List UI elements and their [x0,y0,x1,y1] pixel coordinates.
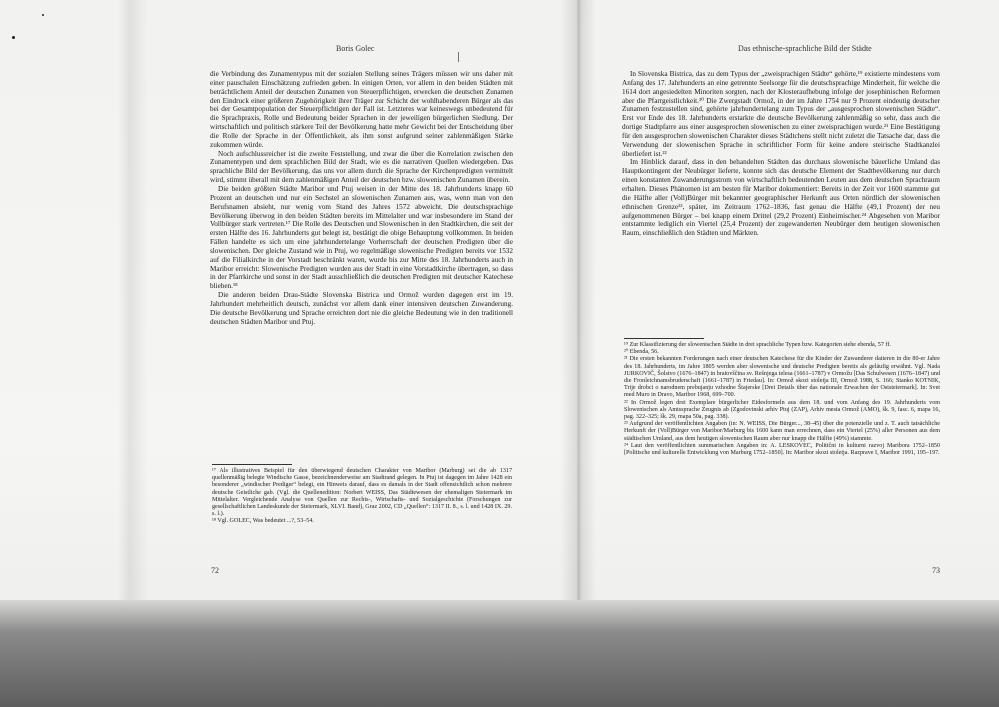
paragraph: Die anderen beiden Drau-Städte Slovenska Bistrica und Ormož wurden dagegen erst im 19. Jahrhundert mehrheitlich deutsch, zunächst vor allem dank einer intensiven deutschen Zuwanderung. Die deutsche Bevölkerung und Sprache erreichten dort nie die gleiche Bedeutung wie in den traditionell deutschen Städten Maribor und Ptuj. [210,291,513,326]
left-footnotes [212,468,512,526]
book-gutter [560,0,596,640]
paragraph: Im Hinblick darauf, dass in den behandelten Städten das durchaus slowenische bäuerliche Umland das Hauptkontingent der Neubürger lieferte, konnte sich das deutsche Element der Stadtbevölkerung nur durch einen konstanten Zuwanderungsstrom von wirtschaftlich bedeutenden Leuten aus dem deutschen Sprachraum erhalten. Dieses Phänomen ist am besten für Maribor dokumentiert: Bereits in der Zeit vor 1600 stammte gut die Hälfte aller (Voll)Bürger mit bekannter geographischer Herkunft aus Orten nördlich der slowenischen ethnischen Grenze²³, später, im Zeitraum 1762–1836, fast genau die Hälfte (49,1 Prozent) der neu aufgenommenen Bürger – bei knapp einem Drittel (29,2 Prozent) Einheimischer.²⁴ Abgesehen von Maribor entstammte lediglich ein Viertel (25,4 Prozent) der zugewanderten Neubürger dem heutigen slowenischen Raum, einschließlich den Städten und Märkten. [622,158,940,238]
running-head-left: Boris Golec [336,44,375,53]
page-number-right: 73 [932,566,940,575]
scan-speck [12,36,15,39]
footnote: ²⁰ Ebenda, 56. [624,349,659,356]
page-edge-shadow [118,0,148,640]
footnote: ²² In Ormož legen drei Exemplare bürgerlicher Eidesformeln aus dem 18. und vom Anfang des 19. Jahrhunderts vom Slowenischen als Amtssprache Zeugnis ab (Zgodovinski arhiv Ptuj (ZAP), Arhiv mesta Ormož (AMO), šk. 9, fasc. 6, mapa 16, pag. 322–325; šk. 29, mapa 50a, pag. 338). [624,399,940,421]
right-body-text [622,70,940,238]
page-number-left: 72 [211,566,219,575]
running-head-right: Das ethnische-sprachliche Bild der Städte [738,44,872,53]
paragraph: In Slovenska Bistrica, das zu dem Typus der „zweisprachigen Städte“ gehörte,¹⁹ existierte mindestens vom Anfang des 17. Jahrhunderts an eine getrennte Seelsorge für die deutschsprachige Minderheit, für welche die 1614 dort angesiedelten Minoriten sorgten, nach der Klosteraufhebung infolge der josephinischen Reformen aber die Pfarrgeistlichkeit.²⁰ Die Zwergstadt Ormož, in der im Jahre 1754 nur 9 Prozent eindeutig deutscher Zunamen festzustellen sind, gehörte jahrhundertelang zum Typus der „ausgesprochen slowenischen Städte“. Erst vor Ende des 18. Jahrhunderts erstarkte die deutsche Bevölkerung zahlenmäßig so sehr, dass auch die dortige Stadtpfarre aus einer ausgesprochen slowenischen zu einer zweisprachigen wurde.²¹ Eine Bestätigung für den ausgesprochen slowenischen Charakter dieses Städtchens stellt nicht zuletzt die Tatsache dar, dass die Verwendung der slowenischen Sprache in schriftlicher Form für keine andere steirische Stadtkanzlei überliefert ist.²² [622,70,940,158]
left-body-text [210,70,513,326]
scan-bottom-shadow [0,600,999,707]
footnote-rule-left [212,464,292,465]
footnote: ²³ Aufgrund der veröffentlichten Angaben (in: N. WEISS, Die Bürger..., 38–45) über die potenzielle und z. T. auch tatsächliche Herkunft der (Voll)Bürger von Maribor/Marburg bis 1600 kann man errechnen, dass ein Viertel (25%) aller Personen aus dem städtischen Umland, aus dem heutigen slowenischen Raum aber nur knapp die Hälfte (49%) stammte. [624,421,940,442]
right-footnotes [624,342,940,457]
footnote: ²⁴ Laut den veröffentlichten summarischen Angaben in: A. LESKOVEC, Politični in kulturni razvoj Maribora 1752–1850 [Politische und kulturelle Entwicklung von Marburg 1752–1850]. In: Maribor skozi stoletja. Razprave I, Maribor 1991, 195–197. [624,442,940,457]
footnote: ¹⁷ Als illustratives Beispiel für den überwiegend deutschen Charakter von Maribor (Marburg) sei die ab 1317 quellenmäßig belegte Windische Gasse, bezeichnenderweise am Stadtrand gelegen. In Ptuj ist dagegen im Jahre 1428 ein besonderer „windischer Prediger“ belegt, ein Hinweis darauf, dass es damals in der Stadt offensichtlich schon mehrere deutsche Geistliche gab. (Vgl. die Quellenedition: Norbert WEISS, Das Städtewesen der ehemaligen Steiermark im Mittelalter. Vergleichende Analyse von Quellen zur Rechts-, Wirtschafts- und Sozialgeschichte (Forschungen zur gesellschaftlichen Landeskunde der Steiermark, XLVI. Band), Graz 2002, CD „Quellen“: 1317 II. 8., s. l. und 1428 IX. 29. s. l.). [212,468,512,518]
footnote-rule-right [624,338,704,339]
footnote: ¹⁸ Vgl. GOLEC, Was bedeutet ...?, 53–54. [212,518,314,525]
scan-speck [42,14,44,16]
page-mark [458,52,459,62]
footnote: ¹⁹ Zur Klassifizierung der slowenischen Städte in drei sprachliche Typen bzw. Kategorien siehe ebenda, 57 ff. [624,342,891,348]
paragraph: Die beiden größten Städte Maribor und Ptuj weisen in der Mitte des 18. Jahrhunderts knapp 60 Prozent an deutschen und nur ein Sechstel an slowenischen Zunamen aus, was, wenn man von den Berufsnamen absieht, nur wenig vom Stand des Jahres 1572 abweicht. Die deutschsprachige Bevölkerung überwog in den beiden Städten bereits im Mittelalter und war insbesondere im Stand der Vollbürger stark vertreten.¹⁷ Die Rolle des Deutschen und Slowenischen in den Stadtkirchen, die seit der ersten Hälfte des 16. Jahrhunderts gut belegt ist, bestätigt die obige Behauptung vollkommen. In beiden Fällen handelte es sich um eine jahrhundertelange Vorherrschaft der deutschen Predigten über die slowenischen. Der gleiche Zustand wie in Ptuj, wo regelmäßige slowenische Predigten bereits vor 1532 auf die Filialkirche in der Vorstadt beschränkt waren, wurde bis zur Mitte des 18. Jahrhunderts auch in Maribor erreicht: Slowenische Predigten wurden aus der Stadt in eine Vorstadtkirche übertragen, so dass in der Pfarrkirche und sonst in der Stadt ausschließlich die deutschen Predigten mit deutscher Katechese blieben.¹⁸ [210,184,513,291]
footnote: ²¹ Die ersten bekannten Forderungen nach einer deutschen Katechese für die Kinder der Zuwanderer datieren in die 80-er Jahre des 18. Jahrhunderts, im Jahre 1805 werden aber slowenische und deutsche Predigten bereits als geläufig erwähnt. Vgl. Nada JURKOVIČ, Šolstvo (1676–1847) in bratovščina sv. Rešnjega telesa (1661–1787) v Ormožu [Das Schulwesen (1676–1847) und die Fronleichnamsbruderschaft (1661–1787) in Friedau]. In: Ormož skozi stoletja III, Ormož 1988, S. 166; Stanko KOTNIK, Trije drobci o narodnem prebujanju vzhodne Štajerske [Drei Details über das nationale Erwachen der Oststeiermark]. In: Svet med Muro in Dravo, Maribor 1968, 699–700. [624,356,940,399]
paragraph: Noch aufschlussreicher ist die zweite Feststellung, und zwar die über die Korrelation zwischen den Zunamentypen und dem sprachlichen Bild der Stadt, wie es die narrativen Quellen wiedergeben. Das sprachliche Bild der Bevölkerung, das uns vor allem durch die Sprache der Kirchenpredigten vermittelt wird, stimmt überall mit dem zahlenmäßigen Anteil der deutschen bzw. slowenischen Zunamen überein. [210,149,513,185]
paragraph: die Verbindung des Zunamentypus mit der sozialen Stellung seines Trägers müssen wir uns daher mit einer pauschalen Einschätzung zufrieden geben. In einigen Orten, vor allem in den beiden Städten mit beträchtlichem Anteil der deutschen Zunamen von Steuerpflichtigen, erwecken die deutschen Zunamen den Eindruck einer größeren Zugehörigkeit ihrer Träger zur Schicht der wohlhabenderen Bürger als das bei der Gesamtpopulation der Steuerpflichtigen der Fall ist. Letzteres war keineswegs unbedeutend für die Sprachpraxis, Rolle und Bedeutung beider Sprachen in der jeweiligen bürgerlichen Siedlung. Der wirtschaftlich und politisch stärkere Teil der Bevölkerung hatte mehr Gewicht bei der Entscheidung über die Rolle der Sprache in der Öffentlichkeit, als ihm sonst aufgrund seiner zahlenmäßigen Stärke zukommen würde. [210,70,513,149]
